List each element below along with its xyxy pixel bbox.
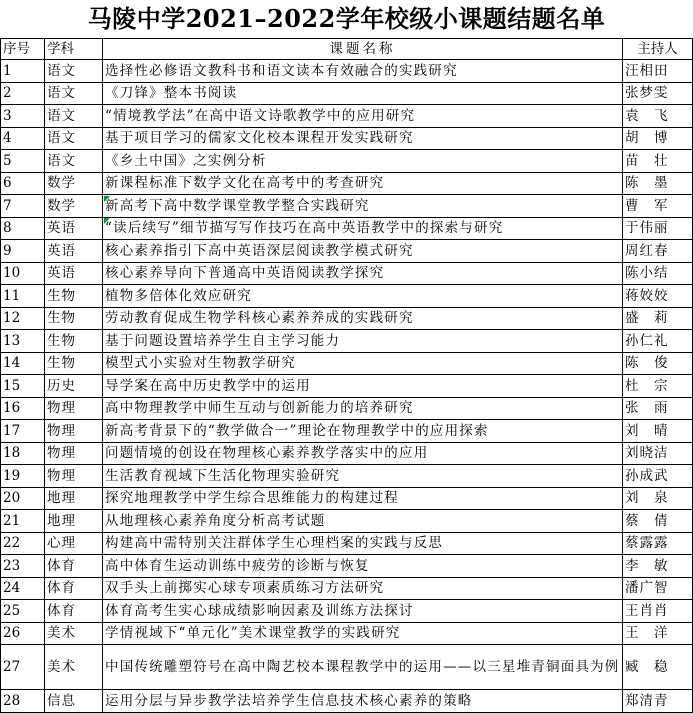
row-leader: 盛 莉: [623, 307, 693, 330]
row-leader: 张梦雯: [623, 82, 693, 105]
row-topic: 双手头上前掷实心球专项素质练习方法研究: [103, 577, 623, 600]
row-topic: 选择性必修语文教科书和语文读本有效融合的实践研究: [103, 60, 623, 83]
row-no: 21: [1, 510, 45, 533]
row-topic: 植物多倍体化效应研究: [103, 285, 623, 308]
row-topic: 学情视域下“单元化”美术课堂教学的实践研究: [103, 622, 623, 645]
row-leader: 刘 晴: [623, 420, 693, 443]
row-topic: 中国传统雕塑符号在高中陶艺校本课程教学中的运用——以三星堆青铜面具为例: [103, 645, 623, 690]
row-subject: 生物: [45, 352, 103, 375]
row-no: 24: [1, 577, 45, 600]
header-topic: 课题名称: [103, 39, 623, 60]
row-topic: 问题情境的创设在物理核心素养教学落实中的应用: [103, 442, 623, 465]
header-leader: 主持人: [623, 39, 693, 60]
row-leader: 刘 泉: [623, 487, 693, 510]
row-no: 15: [1, 375, 45, 398]
row-leader: 周红春: [623, 240, 693, 263]
table-row: [1, 307, 693, 330]
row-leader: 蔡 倩: [623, 510, 693, 533]
row-topic: 生活教育视域下生活化物理实验研究: [103, 465, 623, 488]
row-leader: 郑清青: [623, 690, 693, 713]
row-topic: 新高考下高中数学课堂教学整合实践研究: [103, 195, 623, 218]
row-no: 8: [1, 217, 45, 240]
row-subject: 美术: [45, 622, 103, 645]
table-row: [1, 420, 693, 443]
row-topic: “情境教学法”在高中语文诗歌教学中的应用研究: [103, 105, 623, 128]
row-subject: 英语: [45, 240, 103, 263]
row-subject: 历史: [45, 375, 103, 398]
row-no: 2: [1, 82, 45, 105]
table-row: [1, 577, 693, 600]
table-row: [1, 240, 693, 263]
row-subject: 数学: [45, 172, 103, 195]
table-row: [1, 487, 693, 510]
row-leader: 蔡露露: [623, 532, 693, 555]
row-no: 4: [1, 127, 45, 150]
table-row: [1, 172, 693, 195]
row-subject: 生物: [45, 285, 103, 308]
row-leader: 王肖肖: [623, 600, 693, 623]
table-row: [1, 465, 693, 488]
row-no: 10: [1, 262, 45, 285]
row-subject: 生物: [45, 307, 103, 330]
table-row: [1, 262, 693, 285]
row-no: 26: [1, 622, 45, 645]
row-no: 7: [1, 195, 45, 218]
table-row: [1, 82, 693, 105]
row-leader: 潘广智: [623, 577, 693, 600]
row-topic: 基于问题设置培养学生自主学习能力: [103, 330, 623, 353]
row-no: 18: [1, 442, 45, 465]
row-subject: 英语: [45, 217, 103, 240]
table-row: [1, 690, 693, 713]
row-leader: 胡 博: [623, 127, 693, 150]
row-no: 6: [1, 172, 45, 195]
row-subject: 物理: [45, 397, 103, 420]
row-topic: 新课程标准下数学文化在高考中的考查研究: [103, 172, 623, 195]
row-subject: 物理: [45, 442, 103, 465]
row-no: 22: [1, 532, 45, 555]
row-no: 5: [1, 150, 45, 173]
table-row: [1, 510, 693, 533]
row-topic: 核心素养导向下普通高中英语阅读教学探究: [103, 262, 623, 285]
row-no: 25: [1, 600, 45, 623]
roster-body: [1, 60, 693, 713]
row-topic: 高中物理教学中师生互动与创新能力的培养研究: [103, 397, 623, 420]
row-topic: 劳动教育促成生物学科核心素养养成的实践研究: [103, 307, 623, 330]
row-topic: 导学案在高中历史教学中的运用: [103, 375, 623, 398]
row-no: 20: [1, 487, 45, 510]
row-subject: 物理: [45, 465, 103, 488]
row-subject: 体育: [45, 577, 103, 600]
row-leader: 陈 墨: [623, 172, 693, 195]
row-subject: 地理: [45, 510, 103, 533]
row-leader: 杜 宗: [623, 375, 693, 398]
row-leader: 孙仁礼: [623, 330, 693, 353]
cell-comment-marker: [104, 196, 110, 202]
row-topic: 从地理核心素养角度分析高考试题: [103, 510, 623, 533]
table-row: [1, 600, 693, 623]
row-leader: 孙成武: [623, 465, 693, 488]
table-row: [1, 375, 693, 398]
row-subject: 体育: [45, 600, 103, 623]
row-no: 13: [1, 330, 45, 353]
row-topic: 《乡土中国》之实例分析: [103, 150, 623, 173]
row-subject: 数学: [45, 195, 103, 218]
row-leader: 曹 军: [623, 195, 693, 218]
row-no: 16: [1, 397, 45, 420]
row-leader: 李 敏: [623, 555, 693, 578]
row-subject: 物理: [45, 420, 103, 443]
table-row: [1, 105, 693, 128]
header-subject: 学科: [45, 39, 103, 60]
row-topic: 模型式小实验对生物教学研究: [103, 352, 623, 375]
header-row: [1, 39, 693, 60]
table-row: [1, 127, 693, 150]
row-topic: 《刀锋》整本书阅读: [103, 82, 623, 105]
row-leader: 蒋姣姣: [623, 285, 693, 308]
row-subject: 心理: [45, 532, 103, 555]
table-row: [1, 285, 693, 308]
row-topic: 探究地理教学中学生综合思维能力的构建过程: [103, 487, 623, 510]
row-topic: 核心素养指引下高中英语深层阅读教学模式研究: [103, 240, 623, 263]
table-row: [1, 645, 693, 690]
row-topic: “读后续写”细节描写写作技巧在高中英语教学中的探索与研究: [103, 217, 623, 240]
table-row: [1, 555, 693, 578]
row-topic: 高中体育生运动训练中疲劳的诊断与恢复: [103, 555, 623, 578]
row-subject: 语文: [45, 105, 103, 128]
table-row: [1, 532, 693, 555]
row-topic: 运用分层与异步教学法培养学生信息技术核心素养的策略: [103, 690, 623, 713]
row-leader: 王 洋: [623, 622, 693, 645]
row-no: 12: [1, 307, 45, 330]
table-row: [1, 330, 693, 353]
row-subject: 语文: [45, 82, 103, 105]
row-leader: 袁 飞: [623, 105, 693, 128]
row-subject: 语文: [45, 127, 103, 150]
row-subject: 地理: [45, 487, 103, 510]
row-subject: 美术: [45, 645, 103, 690]
row-no: 3: [1, 105, 45, 128]
row-leader: 于伟丽: [623, 217, 693, 240]
row-no: 19: [1, 465, 45, 488]
row-subject: 语文: [45, 60, 103, 83]
row-subject: 生物: [45, 330, 103, 353]
table-row: [1, 397, 693, 420]
row-subject: 信息: [45, 690, 103, 713]
row-topic: 基于项目学习的儒家文化校本课程开发实践研究: [103, 127, 623, 150]
table-row: [1, 442, 693, 465]
cell-comment-marker: [104, 218, 110, 224]
row-topic: 构建高中需特别关注群体学生心理档案的实践与反思: [103, 532, 623, 555]
row-subject: 语文: [45, 150, 103, 173]
row-leader: 苗 壮: [623, 150, 693, 173]
table-row: [1, 352, 693, 375]
roster-table: [0, 38, 693, 713]
row-no: 1: [1, 60, 45, 83]
row-no: 11: [1, 285, 45, 308]
row-leader: 刘晓洁: [623, 442, 693, 465]
row-no: 17: [1, 420, 45, 443]
row-leader: 陈 俊: [623, 352, 693, 375]
row-subject: 英语: [45, 262, 103, 285]
row-subject: 体育: [45, 555, 103, 578]
row-no: 9: [1, 240, 45, 263]
row-leader: 汪相田: [623, 60, 693, 83]
row-no: 27: [1, 645, 45, 690]
header-no: 序号: [1, 39, 45, 60]
table-row: [1, 60, 693, 83]
row-no: 23: [1, 555, 45, 578]
document-title: 马陵中学2021–2022学年校级小课题结题名单: [87, 4, 606, 33]
row-no: 28: [1, 690, 45, 713]
row-topic: 新高考背景下的“教学做合一”理论在物理教学中的应用探索: [103, 420, 623, 443]
row-leader: 张 雨: [623, 397, 693, 420]
row-topic: 体育高考生实心球成绩影响因素及训练方法探讨: [103, 600, 623, 623]
table-row: [1, 150, 693, 173]
row-leader: 陈小结: [623, 262, 693, 285]
row-no: 14: [1, 352, 45, 375]
table-row: [1, 622, 693, 645]
row-leader: 臧 稳: [623, 645, 693, 690]
